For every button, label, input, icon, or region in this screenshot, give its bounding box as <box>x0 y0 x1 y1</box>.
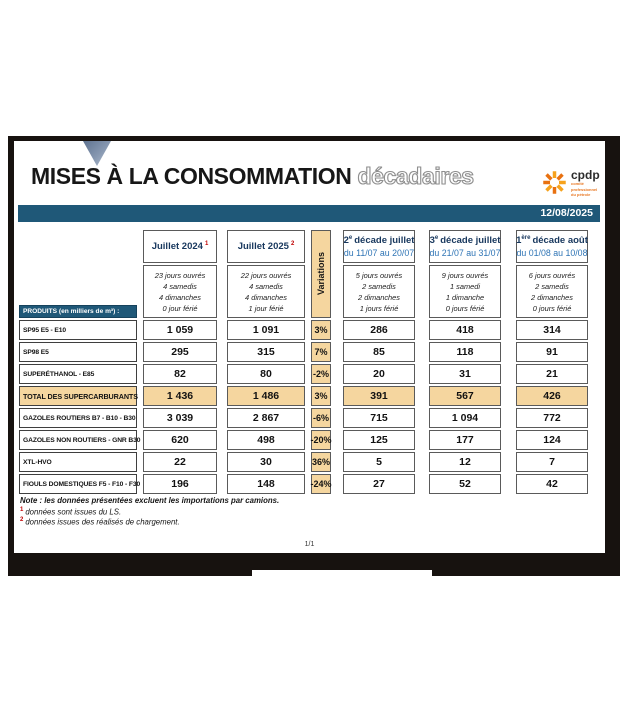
value-cell: 715 <box>343 408 415 428</box>
value-cell: 498 <box>227 430 305 450</box>
cal-line: 1 jour férié <box>248 303 284 313</box>
value-cell: 82 <box>143 364 217 384</box>
cpdp-logo-text <box>571 169 600 198</box>
value-cell: 91 <box>516 342 588 362</box>
page-title-main: MISES À LA CONSOMMATION <box>31 163 352 189</box>
column-header-decade2 <box>343 230 415 263</box>
column-juillet-2025 <box>227 230 305 494</box>
variation-cell: 3% <box>311 320 331 340</box>
column-decade2-juillet <box>343 230 415 494</box>
value-cell: 22 <box>143 452 217 472</box>
value-cell: 295 <box>143 342 217 362</box>
cpdp-logo-name: cpdp <box>571 168 600 182</box>
value-cell: 1 091 <box>227 320 305 340</box>
total-value-cell: 1 436 <box>143 386 217 406</box>
value-cell: 85 <box>343 342 415 362</box>
total-value-cell: 426 <box>516 386 588 406</box>
report-date: 12/08/2025 <box>540 207 593 219</box>
total-value-cell: 1 486 <box>227 386 305 406</box>
value-cell: 1 059 <box>143 320 217 340</box>
ordinal-sup: e <box>348 234 353 241</box>
value-cell: 52 <box>429 474 501 494</box>
variations-label: Variations <box>316 252 326 296</box>
product-label-total: TOTAL DES SUPERCARBURANTS <box>19 386 137 406</box>
footnote-1-marker: 1 <box>20 507 24 513</box>
value-cell: 118 <box>429 342 501 362</box>
decade-title: décade août <box>532 235 588 247</box>
value-cell: 196 <box>143 474 217 494</box>
footnote-1 <box>20 507 121 517</box>
cal-line: 2 samedis <box>535 281 569 291</box>
column-products <box>19 230 141 494</box>
decade-num: 3 <box>429 235 435 247</box>
decade-num: 1 <box>516 235 522 247</box>
cpdp-tagline-3: du pétrole <box>571 192 591 198</box>
month-title: Juillet 2024 <box>151 241 203 253</box>
value-cell: 620 <box>143 430 217 450</box>
monitor-stand-notch <box>252 570 432 576</box>
month-title: Juillet 2025 <box>237 241 289 253</box>
cal-line: 4 dimanches <box>245 292 287 302</box>
calendar-box <box>516 265 588 318</box>
column-title <box>430 235 501 246</box>
value-cell: 5 <box>343 452 415 472</box>
column-title <box>516 235 588 246</box>
cpdp-tagline-1: comité <box>571 181 584 186</box>
decade-title: décade juillet <box>354 235 415 247</box>
date-range: du 21/07 au 31/07 <box>429 248 501 259</box>
products-spacer <box>19 230 137 303</box>
column-title <box>152 241 209 252</box>
variation-cell: 7% <box>311 342 331 362</box>
calendar-box <box>227 265 305 318</box>
product-label: SUPERÉTHANOL - E85 <box>19 364 137 384</box>
decade-num: 2 <box>343 235 349 247</box>
cal-line: 9 jours ouvrés <box>441 270 489 280</box>
variation-cell: -20% <box>311 430 331 450</box>
cal-line: 1 samedi <box>450 281 480 291</box>
value-cell: 3 039 <box>143 408 217 428</box>
footnote-1-text: données sont issues du LS. <box>25 507 122 517</box>
footnote-2-text: données issues des réalisés de chargement. <box>25 517 180 527</box>
value-cell: 42 <box>516 474 588 494</box>
cal-line: 1 dimanche <box>445 292 485 302</box>
column-decade1-aout <box>516 230 588 494</box>
value-cell: 30 <box>227 452 305 472</box>
column-header-decade1-aout <box>516 230 588 263</box>
cal-line: 4 samedis <box>249 281 283 291</box>
value-cell: 1 094 <box>429 408 501 428</box>
value-cell: 148 <box>227 474 305 494</box>
product-label: SP98 E5 <box>19 342 137 362</box>
calendar-box <box>343 265 415 318</box>
total-value-cell: 391 <box>343 386 415 406</box>
variation-cell: -6% <box>311 408 331 428</box>
cal-line: 2 dimanches <box>358 292 400 302</box>
date-range: du 11/07 au 20/07 <box>343 248 415 259</box>
page-title <box>31 163 474 190</box>
value-cell: 2 867 <box>227 408 305 428</box>
date-bar <box>18 205 600 222</box>
cal-line: 23 jours ouvrés <box>154 270 206 280</box>
cal-line: 4 dimanches <box>159 292 201 302</box>
footnote-ref-icon: 2 <box>290 240 295 247</box>
ordinal-sup: ère <box>521 234 531 241</box>
column-header-juillet-2025 <box>227 230 305 263</box>
column-title <box>238 241 295 252</box>
cpdp-tagline-2: professionnel <box>571 186 598 192</box>
note-text: Note : les données présentées excluent les importations par camions. <box>20 496 280 505</box>
cal-line: 4 samedis <box>163 281 197 291</box>
value-cell: 314 <box>516 320 588 340</box>
cal-line: 2 dimanches <box>531 292 573 302</box>
cal-line: 22 jours ouvrés <box>240 270 292 280</box>
column-juillet-2024 <box>143 230 217 494</box>
value-cell: 27 <box>343 474 415 494</box>
cal-line: 2 samedis <box>362 281 396 291</box>
variation-cell: -2% <box>311 364 331 384</box>
products-header: PRODUITS (en milliers de m³) : <box>19 305 137 318</box>
calendar-box <box>429 265 501 318</box>
value-cell: 772 <box>516 408 588 428</box>
variation-cell: 36% <box>311 452 331 472</box>
footnote-ref-icon: 1 <box>204 240 209 247</box>
cal-line: 6 jours ouvrés <box>528 270 576 280</box>
cal-line: 0 jours férié <box>445 303 485 313</box>
page-title-accent: décadaires <box>357 163 474 189</box>
value-cell: 80 <box>227 364 305 384</box>
cal-line: 5 jours ouvrés <box>355 270 403 280</box>
footnote-2-marker: 2 <box>20 517 24 523</box>
ordinal-sup: e <box>434 234 439 241</box>
value-cell: 31 <box>429 364 501 384</box>
cal-line: 0 jour férié <box>162 303 198 313</box>
variations-header <box>311 230 331 318</box>
product-label: SP95 E5 - E10 <box>19 320 137 340</box>
page-number: 1/1 <box>304 541 315 548</box>
column-variations <box>311 230 331 494</box>
value-cell: 286 <box>343 320 415 340</box>
value-cell: 20 <box>343 364 415 384</box>
footnote-2 <box>20 517 180 527</box>
column-header-juillet-2024 <box>143 230 217 263</box>
cpdp-starburst-icon <box>541 169 568 196</box>
cal-line: 0 jours férié <box>532 303 572 313</box>
value-cell: 315 <box>227 342 305 362</box>
decade-title: décade juillet <box>440 235 501 247</box>
total-value-cell: 567 <box>429 386 501 406</box>
calendar-box <box>143 265 217 318</box>
column-header-decade3 <box>429 230 501 263</box>
date-range: du 01/08 au 10/08 <box>516 248 588 259</box>
value-cell: 177 <box>429 430 501 450</box>
value-cell: 12 <box>429 452 501 472</box>
column-title <box>344 235 415 246</box>
variation-cell-total: 3% <box>311 386 331 406</box>
value-cell: 125 <box>343 430 415 450</box>
column-decade3-juillet <box>429 230 501 494</box>
cal-line: 1 jours férié <box>359 303 399 313</box>
product-label: GAZOLES NON ROUTIERS - GNR B30 <box>19 430 137 450</box>
product-label: FIOULS DOMESTIQUES F5 - F10 - F30 <box>19 474 137 494</box>
product-label: XTL-HVO <box>19 452 137 472</box>
product-label: GAZOLES ROUTIERS B7 - B10 - B30 <box>19 408 137 428</box>
value-cell: 21 <box>516 364 588 384</box>
variation-cell: -24% <box>311 474 331 494</box>
value-cell: 418 <box>429 320 501 340</box>
cpdp-logo <box>541 169 600 198</box>
value-cell: 7 <box>516 452 588 472</box>
value-cell: 124 <box>516 430 588 450</box>
